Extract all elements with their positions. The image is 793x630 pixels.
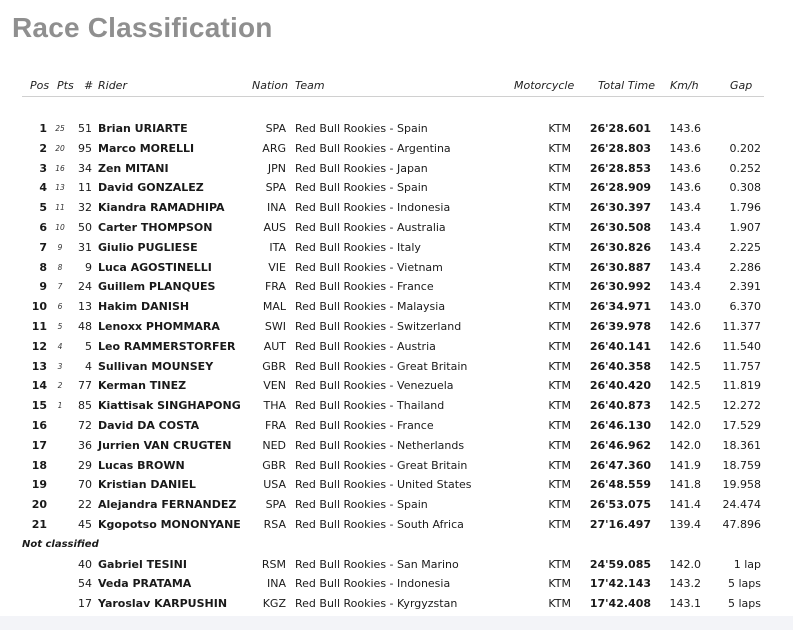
header-total-time: Total Time (598, 79, 655, 92)
gap-cell: 5 laps (727, 597, 761, 611)
position-cell: 16 (31, 418, 47, 432)
gap-cell: 11.757 (722, 359, 761, 373)
speed-cell: 143.4 (669, 240, 701, 254)
speed-cell: 141.9 (669, 458, 701, 472)
table-header (0, 79, 764, 96)
table-row (0, 139, 793, 159)
points-cell: 9 (57, 242, 63, 252)
speed-cell: 143.4 (669, 260, 701, 274)
rider-number-cell: 45 (78, 517, 92, 531)
total-time-cell: 26'40.873 (589, 399, 651, 413)
total-time-cell: 26'48.559 (589, 478, 651, 492)
team-cell: Red Bull Rookies - United States (295, 478, 472, 492)
nation-cell: FRA (264, 418, 286, 432)
nation-cell: GBR (262, 458, 286, 472)
rider-number-cell: 40 (78, 557, 92, 571)
gap-cell: 47.896 (722, 517, 761, 531)
nation-cell: GBR (262, 359, 286, 373)
table-row (0, 218, 793, 238)
table-row (0, 416, 793, 436)
rider-name-cell: Kgopotso MONONYANE (98, 517, 241, 531)
gap-cell: 1 lap (733, 557, 761, 571)
rider-name-cell: Luca AGOSTINELLI (98, 260, 212, 274)
motorcycle-cell: KTM (548, 240, 571, 254)
team-cell: Red Bull Rookies - Venezuela (295, 379, 454, 393)
position-cell: 13 (31, 359, 47, 373)
speed-cell: 143.1 (669, 597, 701, 611)
gap-cell: 0.202 (729, 141, 761, 155)
total-time-cell: 26'46.130 (589, 418, 651, 432)
gap-cell: 18.361 (722, 438, 761, 452)
gap-cell: 11.540 (722, 339, 761, 353)
table-row (0, 198, 793, 218)
table-row (0, 238, 793, 258)
team-cell: Red Bull Rookies - Thailand (295, 399, 445, 413)
rider-name-cell: Hakim DANISH (98, 300, 190, 314)
position-cell: 17 (31, 438, 47, 452)
header-nation: Nation (252, 79, 289, 92)
team-cell: Red Bull Rookies - Austria (295, 339, 436, 353)
total-time-cell: 24'59.085 (589, 557, 651, 571)
rider-name-cell: Yaroslav KARPUSHIN (98, 597, 228, 611)
rider-number-cell: 70 (78, 478, 92, 492)
motorcycle-cell: KTM (548, 517, 571, 531)
rider-number-cell: 13 (78, 300, 92, 314)
position-cell: 20 (31, 498, 47, 512)
rider-name-cell: Kristian DANIEL (98, 478, 196, 492)
rider-name-cell: Sullivan MOUNSEY (98, 359, 214, 373)
team-cell: Red Bull Rookies - Kyrgyzstan (295, 597, 458, 611)
nation-cell: SPA (265, 122, 286, 135)
rider-number-cell: 32 (78, 201, 92, 215)
motorcycle-cell: KTM (548, 141, 571, 155)
table-row (0, 436, 793, 456)
motorcycle-cell: KTM (548, 220, 571, 234)
motorcycle-cell: KTM (548, 300, 571, 314)
rider-number-cell: 72 (78, 418, 92, 432)
nation-cell: RSA (263, 517, 286, 531)
rider-name-cell: Leo RAMMERSTORFER (98, 339, 236, 353)
team-cell: Red Bull Rookies - Great Britain (295, 359, 468, 373)
speed-cell: 142.5 (669, 399, 701, 413)
nation-cell: SWI (264, 319, 286, 333)
header-number: # (84, 79, 94, 92)
speed-cell: 142.0 (669, 557, 701, 571)
table-row (0, 456, 793, 476)
motorcycle-cell: KTM (548, 597, 571, 611)
nation-cell: ARG (262, 141, 286, 155)
motorcycle-cell: KTM (548, 359, 571, 373)
rider-name-cell: Kiandra RAMADHIPA (98, 201, 225, 215)
points-cell: 8 (57, 262, 63, 272)
motorcycle-cell: KTM (548, 280, 571, 294)
motorcycle-cell: KTM (548, 339, 571, 353)
speed-cell: 143.6 (669, 181, 701, 195)
total-time-cell: 27'16.497 (589, 517, 651, 531)
rider-name-cell: Gabriel TESINI (98, 557, 187, 571)
team-cell: Red Bull Rookies - Netherlands (295, 438, 465, 452)
nation-cell: INA (267, 201, 286, 215)
total-time-cell: 26'40.420 (589, 379, 651, 393)
rider-number-cell: 22 (78, 498, 92, 512)
position-cell: 19 (31, 478, 47, 492)
nation-cell: AUT (263, 339, 286, 353)
position-cell: 12 (31, 339, 47, 353)
header-pos: Pos (30, 79, 50, 92)
header-divider (22, 96, 764, 97)
points-cell: 16 (55, 163, 65, 173)
team-cell: Red Bull Rookies - Argentina (295, 141, 451, 155)
team-cell: Red Bull Rookies - Spain (295, 181, 428, 195)
speed-cell: 143.4 (669, 201, 701, 215)
position-cell: 1 (39, 122, 47, 135)
team-cell: Red Bull Rookies - Great Britain (295, 458, 468, 472)
nation-cell: MAL (262, 300, 286, 314)
team-cell: Red Bull Rookies - Italy (295, 240, 421, 254)
total-time-cell: 26'28.803 (589, 141, 651, 155)
motorcycle-cell: KTM (548, 438, 571, 452)
table-row (0, 337, 793, 357)
total-time-cell: 26'30.992 (589, 280, 651, 294)
gap-cell: 1.907 (729, 220, 761, 234)
team-cell: Red Bull Rookies - Spain (295, 498, 428, 512)
header-gap: Gap (730, 79, 753, 92)
nation-cell: RSM (261, 557, 286, 571)
rider-name-cell: Zen MITANI (98, 161, 169, 175)
position-cell: 11 (31, 319, 47, 333)
table-row (0, 159, 793, 179)
nation-cell: FRA (264, 280, 286, 294)
rider-number-cell: 31 (78, 240, 92, 254)
rider-name-cell: Alejandra FERNANDEZ (98, 498, 237, 512)
table-row (0, 119, 793, 139)
header-kmh: Km/h (670, 79, 699, 92)
speed-cell: 142.5 (669, 359, 701, 373)
points-cell: 3 (57, 361, 63, 371)
motorcycle-cell: KTM (548, 122, 571, 135)
team-cell: Red Bull Rookies - Malaysia (295, 300, 446, 314)
rider-name-cell: Kerman TINEZ (98, 379, 187, 393)
points-cell: 7 (57, 282, 63, 292)
total-time-cell: 26'28.909 (589, 181, 651, 195)
nation-cell: SPA (265, 498, 286, 512)
position-cell: 4 (39, 181, 47, 195)
position-cell: 3 (39, 161, 47, 175)
motorcycle-cell: KTM (548, 181, 571, 195)
total-time-cell: 26'30.508 (589, 220, 651, 234)
rider-name-cell: Brian URIARTE (98, 122, 188, 135)
position-cell: 10 (31, 300, 47, 314)
table-row (0, 297, 793, 317)
motorcycle-cell: KTM (548, 577, 571, 591)
total-time-cell: 26'46.962 (589, 438, 651, 452)
total-time-cell: 17'42.143 (589, 577, 651, 591)
not-classified-heading: Not classified (22, 538, 99, 550)
rider-name-cell: Jurrien VAN CRUGTEN (98, 438, 232, 452)
rider-name-cell: David DA COSTA (98, 418, 200, 432)
team-cell: Red Bull Rookies - France (295, 418, 434, 432)
nation-cell: THA (263, 399, 286, 413)
total-time-cell: 26'28.853 (589, 161, 651, 175)
motorcycle-cell: KTM (548, 201, 571, 215)
gap-cell: 12.272 (722, 399, 761, 413)
team-cell: Red Bull Rookies - Switzerland (295, 319, 462, 333)
speed-cell: 142.0 (669, 418, 701, 432)
points-cell: 6 (57, 302, 63, 312)
team-cell: Red Bull Rookies - Vietnam (295, 260, 443, 274)
speed-cell: 143.4 (669, 220, 701, 234)
points-cell: 25 (55, 124, 65, 133)
gap-cell: 24.474 (722, 498, 761, 512)
nation-cell: KGZ (262, 597, 286, 611)
points-cell: 4 (57, 341, 63, 351)
table-row (0, 376, 793, 396)
speed-cell: 142.6 (669, 319, 701, 333)
rider-number-cell: 17 (78, 597, 92, 611)
nation-cell: USA (263, 478, 286, 492)
speed-cell: 139.4 (669, 517, 701, 531)
speed-cell: 143.2 (669, 577, 701, 591)
total-time-cell: 26'30.397 (589, 201, 651, 215)
total-time-cell: 26'40.358 (589, 359, 651, 373)
points-cell: 10 (55, 222, 65, 232)
nation-cell: JPN (267, 161, 286, 175)
speed-cell: 143.4 (669, 280, 701, 294)
team-cell: Red Bull Rookies - France (295, 280, 434, 294)
gap-cell: 6.370 (729, 300, 761, 314)
position-cell: 9 (39, 280, 47, 294)
points-cell: 11 (55, 203, 65, 213)
total-time-cell: 17'42.408 (589, 597, 651, 611)
table-row (0, 495, 793, 515)
points-cell: 1 (57, 401, 63, 411)
total-time-cell: 26'28.601 (589, 122, 651, 135)
gap-cell: 11.377 (722, 319, 761, 333)
table-row (0, 594, 793, 614)
table-row (0, 574, 793, 594)
speed-cell: 143.6 (669, 141, 701, 155)
speed-cell: 141.4 (669, 498, 701, 512)
rider-number-cell: 34 (78, 161, 92, 175)
rider-name-cell: Guillem PLANQUES (98, 280, 216, 294)
footer-band (0, 616, 793, 630)
speed-cell: 142.5 (669, 379, 701, 393)
gap-cell: 1.796 (729, 201, 761, 215)
rider-number-cell: 85 (78, 399, 92, 413)
position-cell: 15 (31, 399, 47, 413)
rider-number-cell: 29 (78, 458, 92, 472)
table-row (0, 396, 793, 416)
rider-number-cell: 50 (78, 220, 92, 234)
rider-number-cell: 11 (78, 181, 92, 195)
rider-name-cell: Lenoxx PHOMMARA (98, 319, 220, 333)
team-cell: Red Bull Rookies - San Marino (295, 557, 459, 571)
nation-cell: VEN (263, 379, 286, 393)
nation-cell: SPA (265, 181, 286, 195)
team-cell: Red Bull Rookies - South Africa (295, 517, 464, 531)
team-cell: Red Bull Rookies - Indonesia (295, 577, 451, 591)
gap-cell: 0.308 (729, 181, 761, 195)
total-time-cell: 26'40.141 (589, 339, 651, 353)
speed-cell: 142.6 (669, 339, 701, 353)
nation-cell: ITA (269, 240, 286, 254)
total-time-cell: 26'47.360 (589, 458, 651, 472)
table-row (0, 178, 793, 198)
gap-cell: 2.286 (729, 260, 761, 274)
rider-number-cell: 95 (78, 141, 92, 155)
position-cell: 5 (39, 201, 47, 215)
table-row (0, 515, 793, 535)
rider-number-cell: 48 (78, 319, 92, 333)
points-cell: 2 (57, 381, 63, 391)
gap-cell: 19.958 (722, 478, 761, 492)
rider-number-cell: 77 (78, 379, 92, 393)
motorcycle-cell: KTM (548, 260, 571, 274)
table-row (0, 317, 793, 337)
rider-name-cell: Veda PRATAMA (98, 577, 192, 591)
position-cell: 14 (31, 379, 47, 393)
header-rider: Rider (98, 79, 127, 92)
points-cell: 13 (55, 183, 65, 193)
gap-cell: 2.225 (729, 240, 761, 254)
rider-name-cell: David GONZALEZ (98, 181, 204, 195)
gap-cell: 11.819 (722, 379, 761, 393)
speed-cell: 143.6 (669, 122, 701, 135)
table-row (0, 555, 793, 575)
team-cell: Red Bull Rookies - Indonesia (295, 201, 451, 215)
position-cell: 8 (39, 260, 47, 274)
position-cell: 18 (31, 458, 47, 472)
rider-number-cell: 24 (78, 280, 92, 294)
gap-cell: 17.529 (722, 418, 761, 432)
total-time-cell: 26'39.978 (589, 319, 651, 333)
points-cell: 20 (55, 143, 65, 153)
points-cell: 5 (57, 321, 63, 331)
position-cell: 6 (39, 220, 47, 234)
rider-number-cell: 9 (85, 260, 92, 274)
classification-table (0, 119, 793, 614)
header-pts: Pts (57, 79, 74, 92)
motorcycle-cell: KTM (548, 498, 571, 512)
nation-cell: INA (267, 577, 286, 591)
rider-number-cell: 36 (78, 438, 92, 452)
gap-cell: 0.252 (729, 161, 761, 175)
motorcycle-cell: KTM (548, 478, 571, 492)
position-cell: 2 (39, 141, 47, 155)
rider-name-cell: Marco MORELLI (98, 141, 195, 155)
speed-cell: 142.0 (669, 438, 701, 452)
gap-cell: 18.759 (722, 458, 761, 472)
rider-name-cell: Lucas BROWN (98, 458, 185, 472)
rider-name-cell: Kiattisak SINGHAPONG (98, 399, 241, 413)
motorcycle-cell: KTM (548, 557, 571, 571)
motorcycle-cell: KTM (548, 458, 571, 472)
position-cell: 21 (31, 517, 47, 531)
nation-cell: AUS (263, 220, 286, 234)
page-title: Race Classification (12, 12, 273, 43)
speed-cell: 143.0 (669, 300, 701, 314)
total-time-cell: 26'30.887 (589, 260, 651, 274)
header-motorcycle: Motorcycle (514, 79, 575, 92)
header-team: Team (295, 79, 325, 92)
speed-cell: 143.6 (669, 161, 701, 175)
rider-name-cell: Giulio PUGLIESE (98, 240, 198, 254)
speed-cell: 141.8 (669, 478, 701, 492)
motorcycle-cell: KTM (548, 161, 571, 175)
gap-cell: 5 laps (727, 577, 761, 591)
total-time-cell: 26'30.826 (589, 240, 651, 254)
motorcycle-cell: KTM (548, 319, 571, 333)
table-row (0, 277, 793, 297)
position-cell: 7 (39, 240, 47, 254)
nation-cell: NED (262, 438, 286, 452)
total-time-cell: 26'53.075 (589, 498, 651, 512)
rider-number-cell: 54 (78, 577, 92, 591)
rider-number-cell: 5 (85, 339, 92, 353)
motorcycle-cell: KTM (548, 399, 571, 413)
table-row (0, 475, 793, 495)
table-row (0, 357, 793, 377)
motorcycle-cell: KTM (548, 379, 571, 393)
team-cell: Red Bull Rookies - Japan (295, 161, 428, 175)
table-row (0, 258, 793, 278)
team-cell: Red Bull Rookies - Spain (295, 122, 428, 135)
nation-cell: VIE (268, 260, 286, 274)
total-time-cell: 26'34.971 (589, 300, 651, 314)
motorcycle-cell: KTM (548, 418, 571, 432)
rider-name-cell: Carter THOMPSON (98, 220, 213, 234)
gap-cell: 2.391 (729, 280, 761, 294)
rider-number-cell: 4 (85, 359, 92, 373)
team-cell: Red Bull Rookies - Australia (295, 220, 446, 234)
rider-number-cell: 51 (78, 122, 92, 135)
